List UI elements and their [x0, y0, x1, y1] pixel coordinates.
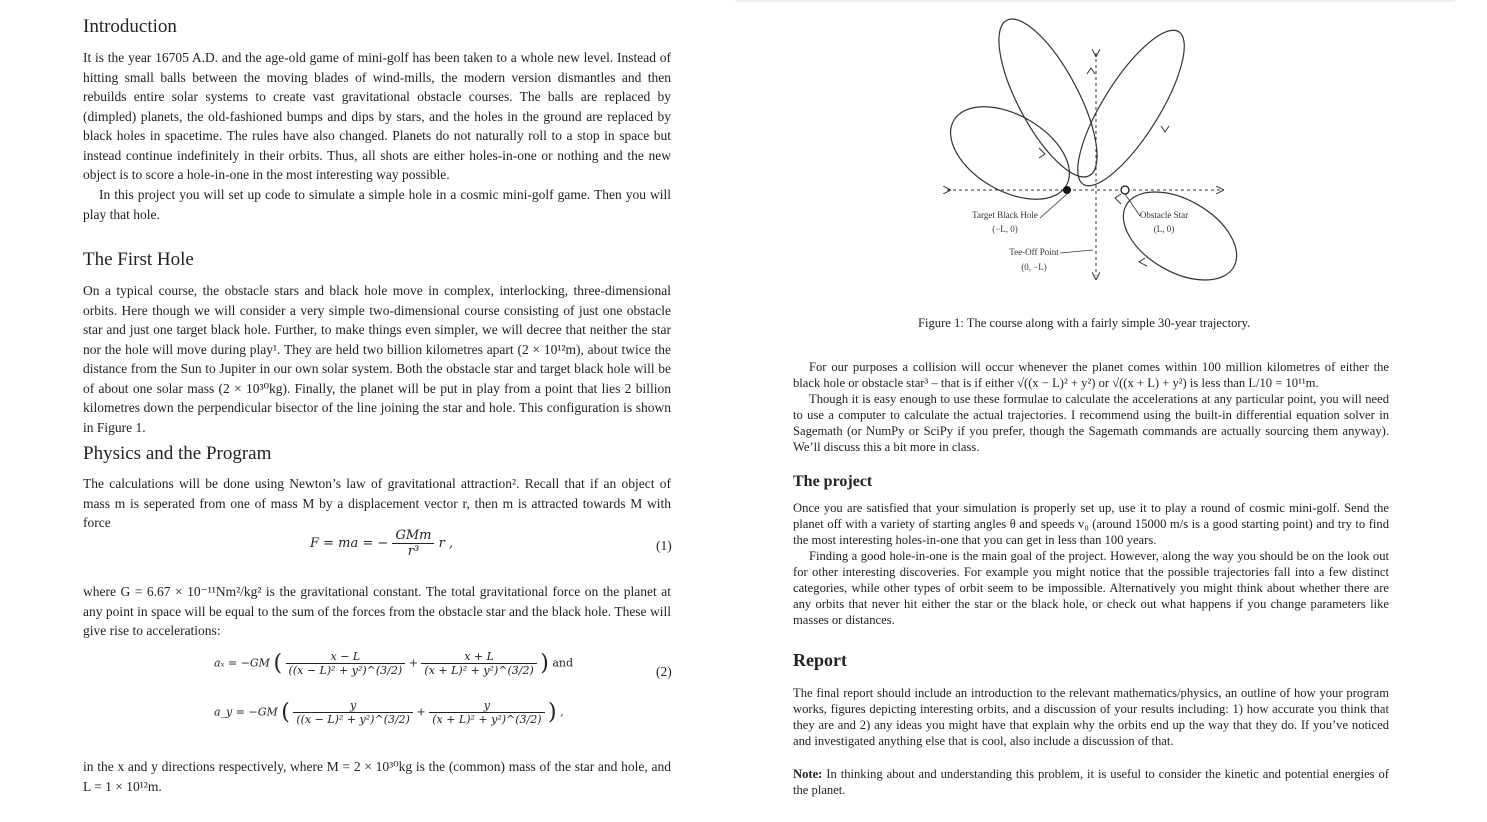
right-page [735, 0, 1487, 822]
report-note [793, 766, 1389, 798]
collision-paragraph-2: Though it is easy enough to use these formulae to calculate the accelerations at any particular point, you will need to use a computer to calculate the actual trajectories. I recommend using the built-in differential equation solver in Sagemath (or NumPy or SciPy if you prefer, though the Sagemath commands are actually sourcing them anyway). We’ll discuss this a bit more in class. [793, 392, 1389, 454]
eq1-denominator: r³ [407, 544, 420, 559]
eq1-lhs: F = ma = − [310, 536, 389, 551]
eq2-ax-lhs: aₓ = −GM [214, 656, 270, 670]
project-paragraph-2: Finding a good hole-in-one is the main goal of the project. However, along the way you should be on the look out for other interesting discoveries. For example you might notice that the possible trajectories fall into a few distinct categories, while other types of orbit seem to be impossible. Alternatively you might think about whether there are any orbits that never hit either the star or the black hole, or check out what happens if you change parameters like masses or distances. [793, 549, 1389, 627]
eq2-ax-den2: (x + L)² + y²)^(3/2) [424, 664, 534, 677]
obstacle-coord: (L, 0) [1153, 224, 1175, 234]
obstacle-label: Obstacle Star [1139, 210, 1189, 220]
eq2-ax-den1: ((x − L)² + y²)^(3/2) [288, 664, 403, 677]
equation-2-ay: a_y = −GM ( $\frac{y}{\text{((x − L)² + y²)\textasciicircum{}(3/2)}}$ + $\frac{y}{\text{(x + L)² + y²)\textasciicircum{}(3/2)}}$ ) , [214, 699, 564, 726]
figure-1-course-diagram [935, 8, 1245, 298]
equation-1 [310, 528, 453, 559]
project-paragraph-1: Once you are satisfied that your simulation is properly set up, use it to play a round of cosmic mini-golf. Send the planet off with a variety of starting angles θ and speeds v₀ (around 15000 m/s is a good starting point) and try to find the most interesting holes-in-one that you can get in less than 100 years. [793, 501, 1389, 547]
arrow-mark-4 [1115, 194, 1121, 204]
target-leader-line [1040, 194, 1067, 218]
eq1-numerator: GMm [392, 528, 434, 544]
intro-paragraph-1: It is the year 16705 A.D. and the age-old game of mini-golf has been taken to a whole new level. Instead of hitting small balls between the moving blades of wind-mills, the modern version dismantles and then rebuilds entire solar systems to create vast gravitational obstacle courses. The balls are replaced by (dimpled) planets, the old-fashioned bumps and dips by stars, and the holes in the ground are replaced by black holes in spacetime. The rules have also changed. Planets do not naturally roll to a stop in space but instead continue indefinitely in their orbits. Thus, all shots are either holes-in-one or nothing and the new object is to score a hole-in-one in the most interesting way possible. [83, 50, 671, 182]
equation-2-number: (2) [656, 664, 672, 679]
target-black-hole-marker [1063, 186, 1071, 194]
eq2-ay-num1: y [293, 699, 413, 713]
left-page [0, 0, 740, 822]
arrow-mark-3 [1039, 148, 1045, 158]
physics-paragraph-3: in the x and y directions respectively, where M = 2 × 10³⁰kg is the (common) mass of the star and hole, and L = 1 × 10¹²m. [83, 759, 671, 794]
eq2-ay-den2: (x + L)² + y²)^(3/2) [432, 713, 542, 726]
report-paragraph: The final report should include an introduction to the relevant mathematics/physics, an outline of how your program works, figures depicting interesting orbits, and a discussion of your results including: 1) how accurate you think that they are and 2) any ideas you might have that explain why the orbits end up the way that they do. If you’ve noticed and investigated anything else that is cool, also include a discussion of that. [793, 686, 1389, 748]
physics-paragraph-2: where G = 6.67 × 10⁻¹¹Nm²/kg² is the gravitational constant. The total gravitational force on the planet at any point in space will be equal to the sum of the forces from the obstacle star and the black hole. These will give rise to accelerations: [83, 584, 671, 638]
eq2-ax-num1: x − L [286, 650, 406, 664]
heading-physics: Physics and the Program [83, 443, 272, 464]
eq1-rhs: r , [438, 536, 454, 551]
arrow-mark-1 [1087, 68, 1095, 74]
target-coord: (−L, 0) [992, 224, 1018, 234]
eq2-ay-den1: ((x − L)² + y²)^(3/2) [296, 713, 410, 726]
equation-1-number: (1) [656, 538, 672, 553]
collision-paragraph-1: For our purposes a collision will occur whenever the planet comes within 100 million kilometres of either the black hole or obstacle star³ – that is if either √((x − L)² + y²) or √((x + L) + y²) is less than L/10 = 10¹¹m. [793, 360, 1389, 390]
note-label: Note: [793, 767, 823, 781]
physics-paragraph-1: The calculations will be done using Newton’s law of gravitational attraction². Recall that if an object of mass m is seperated from one of mass M by a displacement vector r, then m is attracted towards M with force [83, 476, 671, 530]
obstacle-star-marker [1121, 186, 1129, 194]
tee-coord: (0, −L) [1021, 262, 1047, 272]
heading-introduction: Introduction [83, 16, 177, 37]
intro-paragraph-2: In this project you will set up code to simulate a simple hole in a cosmic mini-golf game. Then you will play that hole. [83, 187, 671, 222]
tee-label: Tee-Off Point [1009, 247, 1059, 257]
equation-2-ax: aₓ = −GM ( $\frac{x - L}{\text{((x − L)² + y²)\textasciicircum{}(3/2)}}$ + $\frac{x + L}{\text{(x + L)² + y²)\textasciicircum{}(3/2)}}$ ) and [214, 650, 574, 677]
note-text: In thinking about and understanding this problem, it is useful to consider the kinetic and potential energies of the planet. [793, 767, 1389, 797]
arrow-mark-5 [1139, 258, 1147, 266]
eq2-ay-lhs: a_y = −GM [214, 705, 278, 719]
eq2-ax-num2: x + L [421, 650, 536, 664]
orbit-loop-1 [980, 8, 1116, 190]
eq2-ay-num2: y [429, 699, 544, 713]
eq2-and: and [552, 656, 574, 670]
orbit-loop-3 [935, 88, 1085, 219]
target-label: Target Black Hole [972, 210, 1038, 220]
heading-the-project: The project [793, 473, 873, 490]
first-hole-paragraph: On a typical course, the obstacle stars and black hole move in complex, interlocking, three-dimensional orbits. Here though we will consider a very simple two-dimensional course consisting of just one obstacle star and just one target black hole. Further, to make things even simpler, we will decree that neither the star nor the hole will move during play¹. They are held two billion kilometres apart (2 × 10¹²m), about twice the distance from the Sun to Jupiter in our own solar system. Both the obstacle star and target black hole will be of about one solar mass (2 × 10³⁰kg). Finally, the planet will be put in play from a point that lies 2 billion kilometres down the perpendicular bisector of the line joining the star and hole. This configuration is shown in Figure 1. [83, 283, 671, 435]
arrow-mark-2 [1161, 126, 1169, 132]
heading-first-hole: The First Hole [83, 249, 194, 270]
heading-report: Report [793, 650, 847, 670]
figure-1-caption: Figure 1: The course along with a fairly simple 30-year trajectory. [918, 316, 1251, 330]
orbit-loop-2 [1060, 17, 1203, 199]
